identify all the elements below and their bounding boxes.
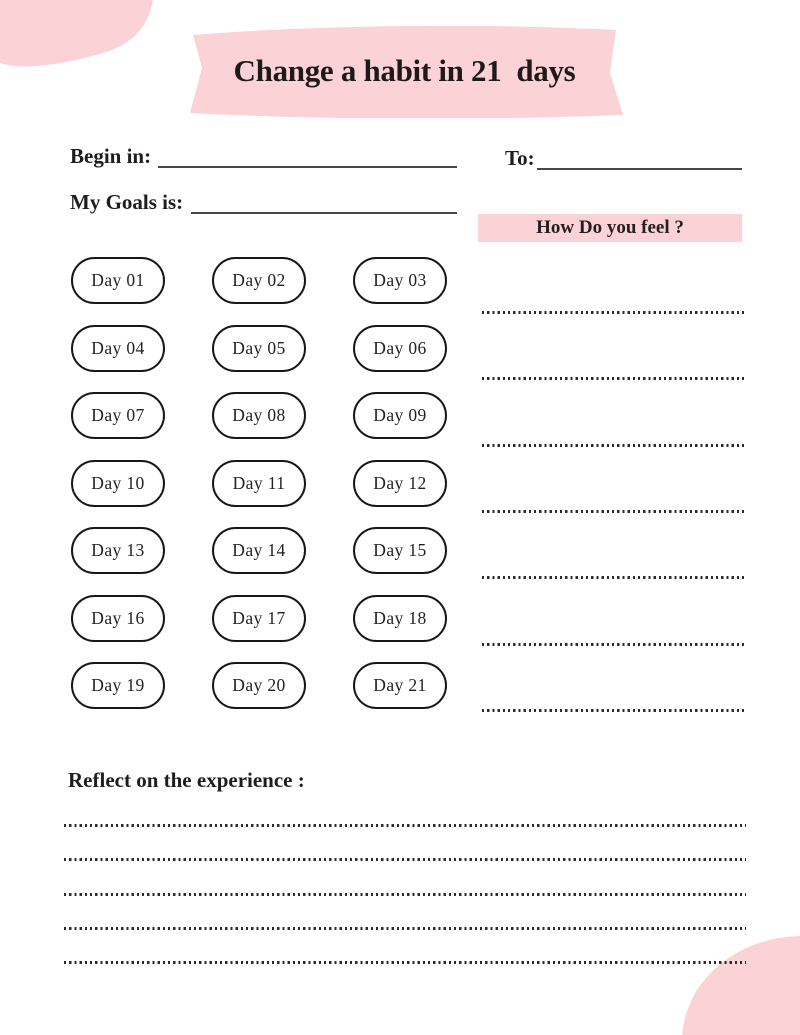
to-line[interactable] <box>537 168 742 170</box>
day-pill-11[interactable]: Day 11 <box>212 460 306 507</box>
day-pill-5[interactable]: Day 05 <box>212 325 306 372</box>
feelings-write-line-2[interactable] <box>482 377 745 380</box>
feelings-write-line-4[interactable] <box>482 510 745 513</box>
day-pill-4[interactable]: Day 04 <box>71 325 165 372</box>
day-pill-15[interactable]: Day 15 <box>353 527 447 574</box>
feelings-write-line-7[interactable] <box>482 709 745 712</box>
reflection-write-line-1[interactable] <box>64 824 746 827</box>
days-grid <box>71 257 447 709</box>
day-pill-17[interactable]: Day 17 <box>212 595 306 642</box>
day-pill-14[interactable]: Day 14 <box>212 527 306 574</box>
reflection-write-line-4[interactable] <box>64 927 746 930</box>
feelings-write-line-6[interactable] <box>482 643 745 646</box>
feelings-lines <box>482 311 745 721</box>
reflection-lines <box>64 824 746 972</box>
day-pill-18[interactable]: Day 18 <box>353 595 447 642</box>
day-pill-13[interactable]: Day 13 <box>71 527 165 574</box>
to-label: To: <box>505 146 535 170</box>
corner-blob-top-left <box>0 0 165 75</box>
feelings-write-line-3[interactable] <box>482 444 745 447</box>
day-pill-8[interactable]: Day 08 <box>212 392 306 439</box>
day-pill-7[interactable]: Day 07 <box>71 392 165 439</box>
day-pill-19[interactable]: Day 19 <box>71 662 165 709</box>
day-pill-1[interactable]: Day 01 <box>71 257 165 304</box>
day-pill-16[interactable]: Day 16 <box>71 595 165 642</box>
begin-in-label: Begin in: <box>70 144 152 168</box>
page-title: Change a habit in 21 days <box>233 53 576 88</box>
title-banner <box>186 24 623 118</box>
reflection-write-line-5[interactable] <box>64 961 746 964</box>
day-pill-20[interactable]: Day 20 <box>212 662 306 709</box>
day-pill-10[interactable]: Day 10 <box>71 460 165 507</box>
feelings-write-line-1[interactable] <box>482 311 745 314</box>
day-pill-2[interactable]: Day 02 <box>212 257 306 304</box>
day-pill-12[interactable]: Day 12 <box>353 460 447 507</box>
reflect-header: Reflect on the experience : <box>68 768 305 792</box>
feelings-write-line-5[interactable] <box>482 576 745 579</box>
reflection-write-line-3[interactable] <box>64 893 746 896</box>
my-goals-line[interactable] <box>191 212 457 214</box>
how-do-you-feel-header: How Do you feel ? <box>478 214 742 242</box>
my-goals-label: My Goals is: <box>70 190 184 214</box>
day-pill-6[interactable]: Day 06 <box>353 325 447 372</box>
day-pill-3[interactable]: Day 03 <box>353 257 447 304</box>
day-pill-9[interactable]: Day 09 <box>353 392 447 439</box>
day-pill-21[interactable]: Day 21 <box>353 662 447 709</box>
begin-in-line[interactable] <box>158 166 457 168</box>
reflection-write-line-2[interactable] <box>64 858 746 861</box>
